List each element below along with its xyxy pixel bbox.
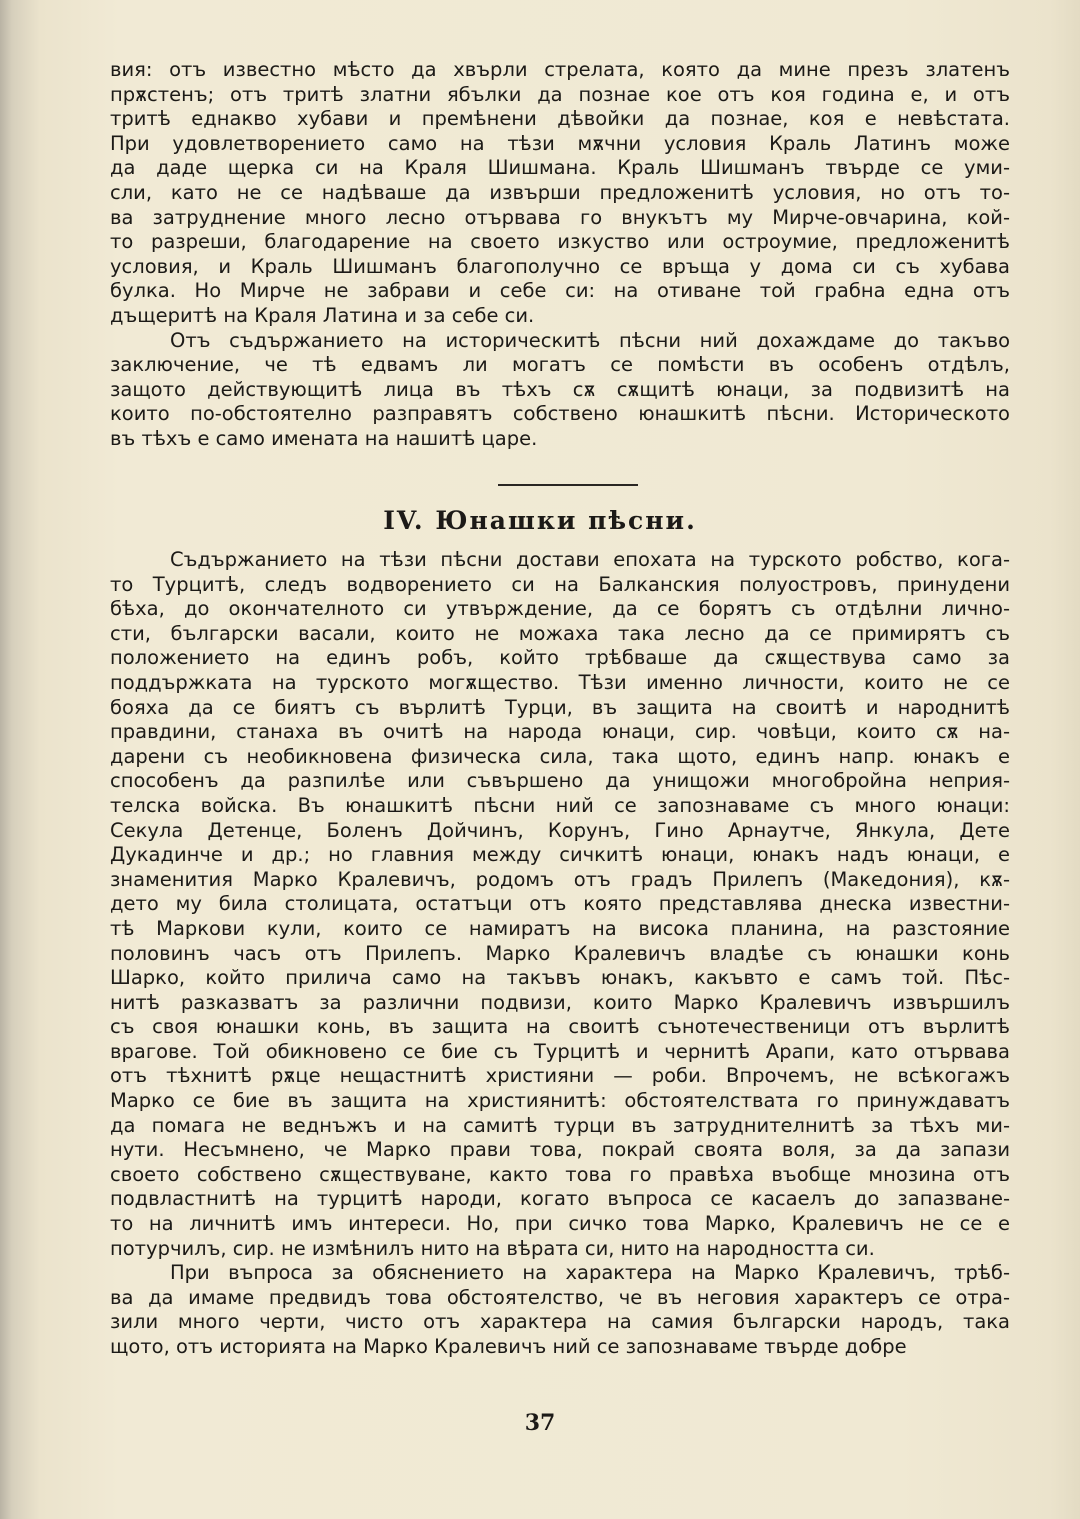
text-line: да помага не веднъжъ и на самитѣ турци въ затруднителнитѣ за тѣхъ ми-: [110, 1113, 1010, 1137]
section-divider-rule: [498, 484, 638, 486]
text-line: дарени съ необикновена физическа сила, така щото, единъ напр. юнакъ е: [110, 744, 1010, 768]
paragraph: [110, 329, 1010, 452]
text-line: подвластнитѣ на турцитѣ народи, когато въпроса се касаелъ до запазване-: [110, 1187, 1010, 1211]
text-line: своето собствено сѫществуване, както това го правѣха въобще мнозина отъ: [110, 1162, 1010, 1186]
text-line: Отъ съдържанието на историческитѣ пѣсни ний дохаждаме до такъво: [170, 328, 1010, 352]
text-line: правдини, станаха въ очитѣ на народа юнаци, сир. човѣци, които сѫ на-: [110, 720, 1010, 744]
text-line: булка. Но Мирче не забрави и себе си: на отиване той грабна една отъ: [110, 279, 1010, 303]
text-line: положението на единъ робъ, който трѣбваше да сѫществува само за: [110, 646, 1010, 670]
text-line: дъщеритѣ на Краля Латина и за себе си.: [110, 303, 535, 327]
text-line: тѣ Маркови кули, които се намиратъ на висока планина, на разстояние: [110, 916, 1010, 940]
text-line: които по-обстоятелно разправятъ собствено юнашкитѣ пѣсни. Историческото: [110, 402, 1010, 426]
text-line: прѫстенъ; отъ тритѣ златни ябълки да познае кое отъ коя година е, и отъ: [110, 82, 1010, 106]
text-line: сти, български васали, които не можаха така лесно да се примирятъ съ: [110, 621, 1010, 645]
text-line: При въпроса за обяснението на характера на Марко Кралевичъ, трѣб-: [170, 1261, 1010, 1285]
text-line: щото, отъ историята на Марко Кралевичъ ний се запознаваме твърде добре: [110, 1335, 907, 1358]
text-line: то на личнитѣ имъ интереси. Но, при сичко това Марко, Кралевичъ не се е: [110, 1212, 1010, 1236]
text-line: бѣха, до окончателното си утвърждение, да се борятъ съ отдѣлни лично-: [110, 597, 1010, 621]
text-line: Секула Детенце, Боленъ Дойчинъ, Корунъ, Гино Арнаутче, Янкула, Дете: [110, 818, 1010, 842]
text-line: способенъ да разпилѣе или съвършено да унищожи многобройна неприя-: [110, 769, 1010, 793]
bottom-text-block: [110, 548, 1010, 1360]
text-line: половинъ часъ отъ Прилепъ. Марко Кралевичъ владѣе съ юнашки конь: [110, 941, 1010, 965]
text-line: сли, като не се надѣваше да извърши предложенитѣ условия, но отъ то-: [110, 180, 1010, 204]
paragraph: [110, 1261, 1010, 1359]
paragraph: [110, 58, 1010, 329]
text-line: При удовлетворението само на тѣзи мѫчни условия Краль Латинъ може: [110, 131, 1010, 155]
text-line: нитѣ разказватъ за различни подвизи, които Марко Кралевичъ извършилъ: [110, 990, 1010, 1014]
text-line: то Турцитѣ, следъ водворението си на Балканския полуостровъ, принудени: [110, 572, 1010, 596]
text-line: телска войска. Въ юнашкитѣ пѣсни ний се запознаваме съ много юнаци:: [110, 793, 1010, 817]
section-heading: IV. Юнашки пѣсни.: [383, 506, 697, 535]
text-line: въ тѣхъ е само имената на нашитѣ царе.: [110, 426, 538, 450]
text-line: нути. Несъмнено, че Марко прави това, покрай своята воля, за да запази: [110, 1138, 1010, 1162]
text-line: зили много черти, чисто отъ характера на самия български народъ, така: [110, 1310, 1010, 1334]
text-line: тритѣ еднакво хубави и премѣнени дѣвойки да познае, коя е невѣстата.: [110, 107, 1010, 131]
top-text-block: [110, 58, 1010, 452]
text-line: потурчилъ, сир. не измѣнилъ нито на вѣрата си, нито на народността си.: [110, 1236, 875, 1260]
text-line: бояха да се биятъ съ върлитѣ Турци, въ защита на своитѣ и народнитѣ: [110, 695, 1010, 719]
text-line: врагове. Той обикновено се бие съ Турцитѣ и чернитѣ Арапи, като отървава: [110, 1039, 1010, 1063]
text-line: Шарко, който прилича само на такъвъ юнакъ, какъвто е самъ той. Пѣс-: [110, 966, 1010, 990]
text-line: Съдържанието на тѣзи пѣсни достави епохата на турското робство, кога-: [170, 548, 1010, 571]
text-line: дето му била столицата, остатъци отъ която представлява днеска известни-: [110, 892, 1010, 916]
text-line: да даде щерка си на Краля Шишмана. Краль Шишманъ твърде се уми-: [110, 156, 1010, 180]
text-line: съ своя юнашки конь, въ защита на своитѣ сънотечественици отъ върлитѣ: [110, 1015, 1010, 1039]
text-line: отъ тѣхнитѣ рѫце нещастнитѣ християни — роби. Впрочемъ, не всѣкогажъ: [110, 1064, 1010, 1088]
paragraph: [110, 548, 1010, 1261]
text-line: заключение, че тѣ едвамъ ли могатъ се помѣсти въ особенъ отдѣлъ,: [110, 353, 1010, 377]
text-line: ва да имаме предвидъ това обстоятелство, че въ неговия характеръ се отра-: [110, 1285, 1010, 1309]
text-line: Марко се бие въ защита на християнитѣ: обстоятелствата го принуждаватъ: [110, 1089, 1010, 1113]
text-line: ва затруднение много лесно отървава го внукътъ му Мирче-овчарина, кой-: [110, 205, 1010, 229]
page-number: 37: [524, 1410, 556, 1436]
text-line: защото действующитѣ лица въ тѣхъ сѫ сѫщитѣ юнаци, за подвизитѣ на: [110, 377, 1010, 401]
text-line: поддържката на турското могѫщество. Тѣзи именно личности, които не се: [110, 670, 1010, 694]
text-line: вия: отъ известно мѣсто да хвърли стрелата, която да мине презъ златенъ: [110, 58, 1010, 81]
text-line: условия, и Краль Шишманъ благополучно се връща у дома си съ хубава: [110, 254, 1010, 278]
text-line: Дукадинче и др.; но главния между сичкитѣ юнаци, юнакъ надъ юнаци, е: [110, 843, 1010, 867]
text-line: знаменития Марко Кралевичъ, родомъ отъ градъ Прилепъ (Македония), кѫ-: [110, 867, 1010, 891]
text-line: то разреши, благодарение на своето изкуство или остроумие, предложенитѣ: [110, 230, 1010, 254]
